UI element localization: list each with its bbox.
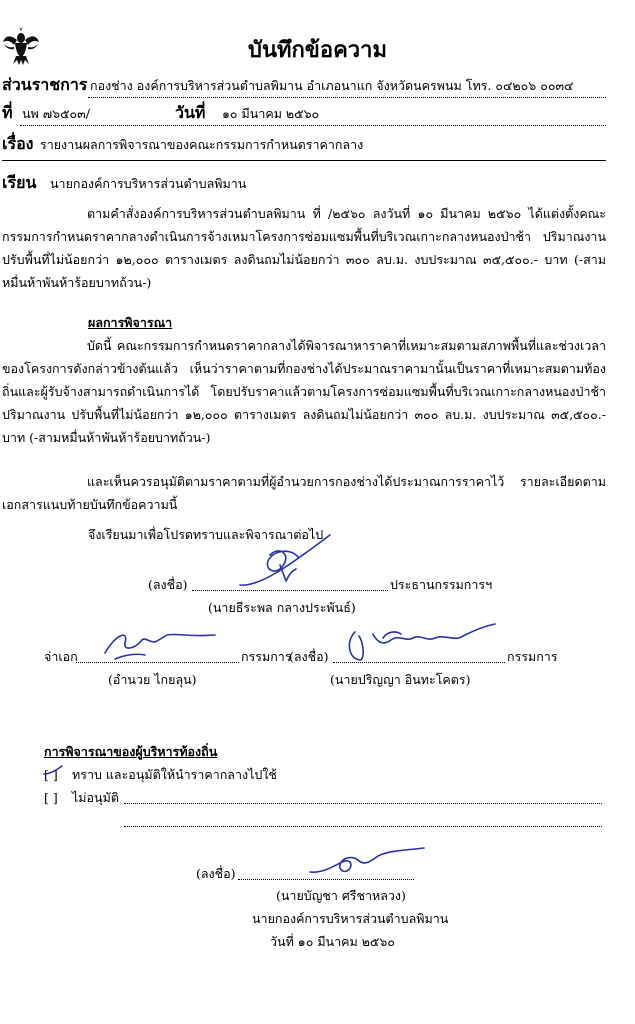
ref-label: ที่ bbox=[2, 103, 13, 122]
right-role: กรรมการ bbox=[507, 649, 558, 664]
date-label: วันที่ bbox=[175, 103, 206, 122]
ref-underline bbox=[20, 125, 606, 126]
reject-option-label: ไม่อนุมัติ bbox=[72, 790, 119, 805]
reject-reason-line-1 bbox=[124, 803, 602, 804]
subject-label: เรื่อง bbox=[2, 134, 34, 153]
agency-underline bbox=[88, 97, 606, 98]
subject-value: รายงานผลการพิจารณาของคณะกรรมการกำหนดราคากลาง bbox=[40, 137, 364, 152]
header-divider bbox=[2, 160, 606, 161]
executive-sign-label: (ลงชื่อ) bbox=[196, 866, 236, 881]
left-role: กรรมการ bbox=[241, 649, 292, 664]
approve-checkbox[interactable]: [ ] bbox=[44, 767, 58, 782]
left-name: (อำนวย ไกยลุน) bbox=[108, 672, 197, 687]
body-paragraph-3: และเห็นควรอนุมัติตามราคาตามที่ผู้อำนวยการกองช่างได้ประมาณการราคาไว้ รายละเอียดตามเอกสารแนบท้ายบันทึกข้อความนี้ bbox=[2, 474, 606, 512]
signature-icon bbox=[220, 525, 350, 605]
mid-sign-label: (ลงชื่อ) bbox=[289, 649, 329, 664]
executive-position: นายกองค์การบริหารส่วนตำบลพิมาน bbox=[252, 911, 449, 926]
signature-icon bbox=[335, 612, 500, 672]
reject-reason-line-2 bbox=[124, 826, 602, 827]
signature-icon bbox=[95, 615, 225, 665]
approval-heading: การพิจารณาของผู้บริหารท้องถิ่น bbox=[44, 744, 218, 759]
ref-value: นพ ๗๖๕๐๓/ bbox=[22, 106, 90, 121]
date-value: ๑๐ มีนาคม ๒๕๖๐ bbox=[222, 106, 320, 121]
body-paragraph-1: ตามคำสั่งองค์การบริหารส่วนตำบลพิมาน ที่ /๒๕๖๐ ลงวันที่ ๑๐ มีนาคม ๒๕๖๐ ได้แต่งตั้งคณะกรรมการกำหนดราคากลางดำเนินการจ้างเหมาโครงการซ่อมแซมพื้นที่บริเวณเกาะกลางหนองป่าช้า ปริมาณงาน ปรับพื้นที่ไม่น้อยกว่า ๑๒,๐๐๐ ตารางเมตร ลงดินถมไม่น้อยกว่า ๓๐๐ ลบ.ม. งบประมาณ ๓๕,๕๐๐.- บาท (-สามหมื่นห้าพันห้าร้อยบาทถ้วน-) bbox=[2, 206, 606, 290]
executive-name: (นายบัญชา ศรีชาหลวง) bbox=[276, 888, 406, 903]
body-paragraph-2: บัดนี้ คณะกรรมการกำหนดราคากลางได้พิจารณาหาราคาที่เหมาะสมตามสภาพพื้นที่และช่วงเวลาของโครงการดังกล่าวข้างต้นแล้ว เห็นว่าราคาตามที่กองช่างได้ประมาณราคามานั้นเป็นราคาที่เหมาะสมตามท้องถิ่นและผู้รับจ้างสามารถดำเนินการได้ โดยปรับราคาแล้วตามโครงการซ่อมแซมพื้นที่บริเวณเกาะกลางหนองป่าช้า ปริมาณงาน ปรับพื้นที่ไม่น้อยกว่า ๑๒,๐๐๐ ตารางเมตร ลงดินถมไม่น้อยกว่า ๓๐๐ ลบ.ม. งบประมาณ ๓๕,๕๐๐.- บาท (-สามหมื่นห้าพันห้าร้อยบาทถ้วน-) bbox=[2, 338, 606, 445]
reject-checkbox[interactable]: [ ] bbox=[44, 790, 58, 805]
page-title: บันทึกข้อความ bbox=[247, 37, 387, 63]
chair-sign-label: (ลงชื่อ) bbox=[148, 577, 188, 592]
chair-role: ประธานกรรมการฯ bbox=[390, 577, 493, 592]
closing-line: จึงเรียนมาเพื่อโปรดทราบและพิจารณาต่อไป bbox=[88, 527, 324, 542]
approve-option-label: ทราบ และอนุมัติให้นำราคากลางไปใช้ bbox=[72, 767, 277, 782]
signature-icon bbox=[300, 842, 430, 882]
to-value: นายกองค์การบริหารส่วนตำบลพิมาน bbox=[50, 176, 247, 191]
agency-value: กองช่าง องค์การบริหารส่วนตำบลพิมาน อำเภอนาแก จังหวัดนครพนม โทร. ๐๔๒๐๖ ๐๐๓๔ bbox=[90, 78, 574, 93]
left-prefix: จ่าเอก bbox=[44, 649, 78, 664]
result-heading: ผลการพิจารณา bbox=[88, 315, 173, 330]
check-mark-icon bbox=[40, 762, 66, 782]
executive-date: วันที่ ๑๐ มีนาคม ๒๕๖๐ bbox=[270, 934, 395, 949]
chair-name: (นายธีระพล กลางประพันธ์) bbox=[208, 600, 356, 615]
to-label: เรียน bbox=[2, 173, 37, 192]
right-name: (นายปริญญา อินทะโคตร) bbox=[330, 672, 471, 687]
agency-label: ส่วนราชการ bbox=[2, 75, 88, 94]
